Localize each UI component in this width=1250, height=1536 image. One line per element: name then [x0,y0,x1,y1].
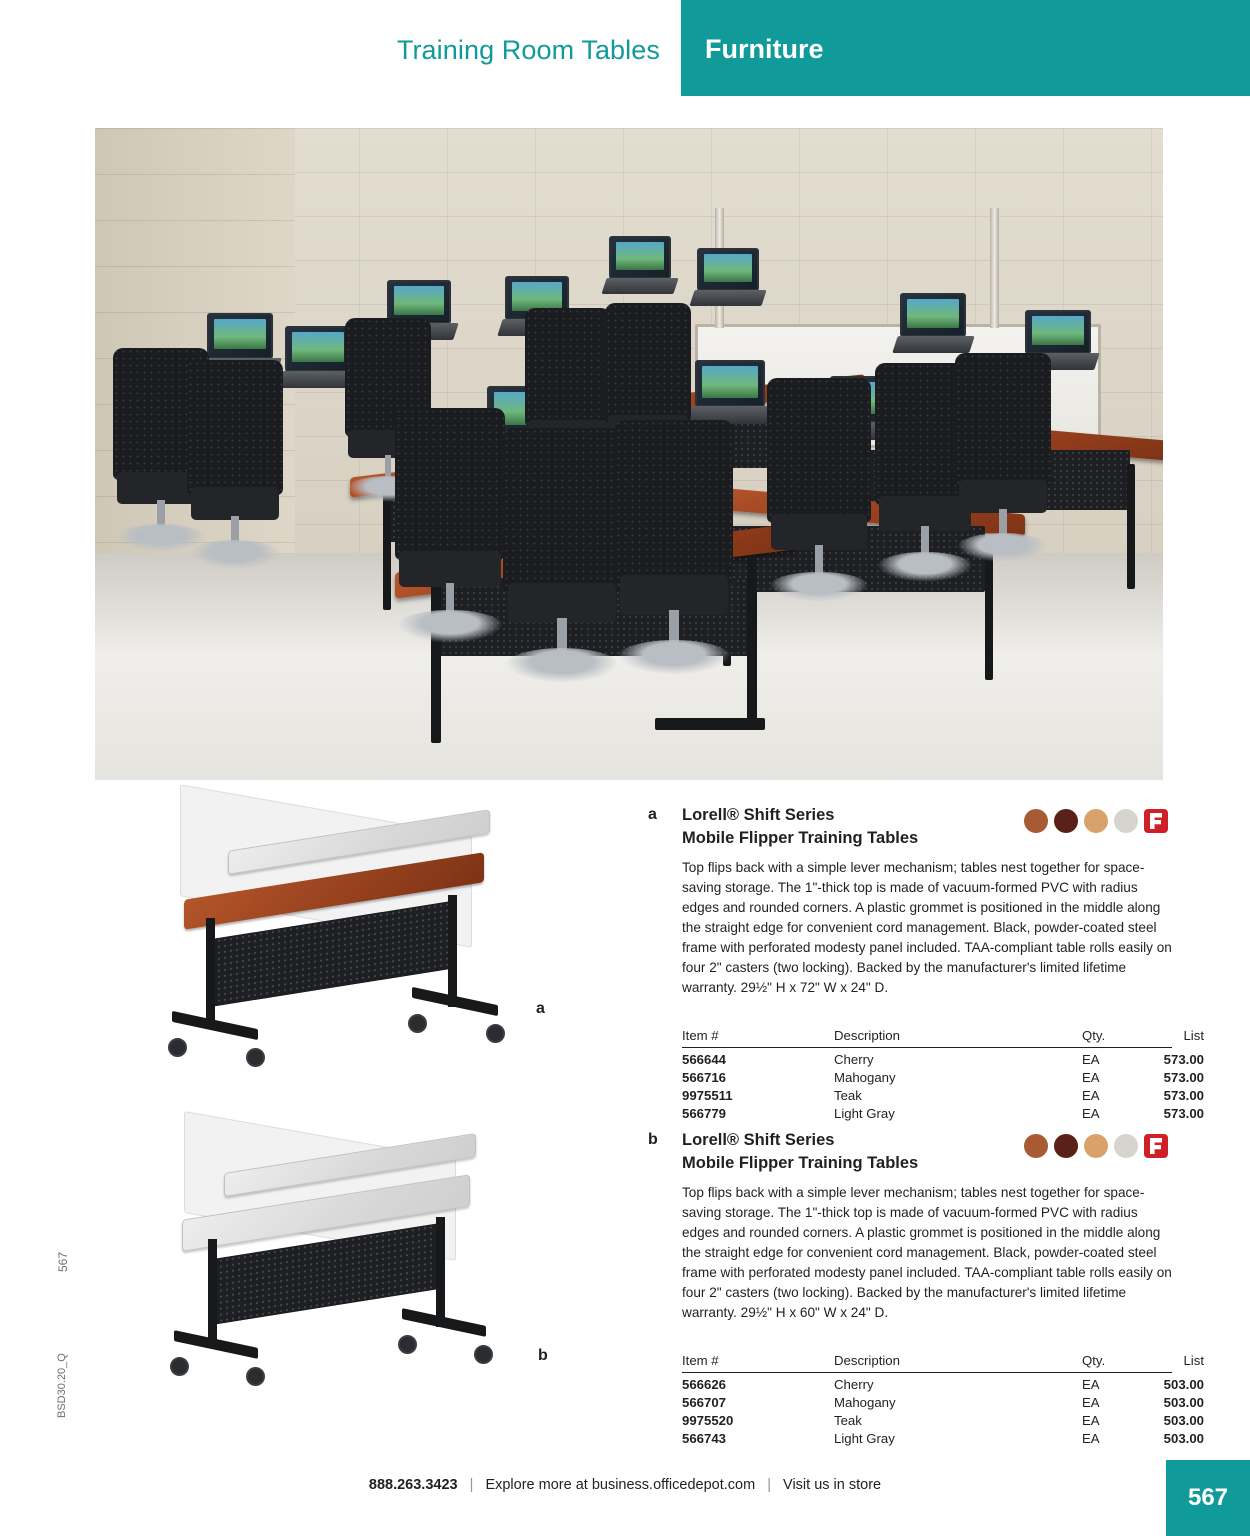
header-section-title: Training Room Tables [396,35,660,65]
photo-laptop [697,248,759,306]
photo-chair [395,408,505,638]
rail-catalog-code: BSD30.20_Q [56,1353,68,1418]
footer-divider: | [767,1477,771,1493]
product-description-a: Top flips back with a simple lever mechanism; tables nest together for space-saving storage. The 1"-thick top is made of vacuum-formed PVC with radius edges and rounded corners. A plastic grommet is positioned in the middle along the straight edge for convenient cord management. Black, powder-coated steel frame with perforated modesty panel included. TAA-compliant table rolls easily on four 2" casters (two locking). Backed by the manufacturer's limited lifetime warranty. 29½" H x 72" W x 24" D. [682,860,1172,995]
product-title-line1: Lorell® Shift Series [682,806,835,824]
illustration-caster [246,1048,265,1067]
product-title-a [682,804,1012,851]
cell-description: Teak [834,1088,862,1103]
cell-qty: EA [1082,1377,1100,1392]
photo-laptop [609,236,671,294]
product-illustration-a [150,800,590,1100]
product-illustration-b [160,1125,600,1415]
footer-phone[interactable]: 888.263.3423 [368,1477,458,1493]
swatch-teak[interactable] [1084,1134,1108,1158]
swatch-cherry[interactable] [1024,1134,1048,1158]
cell-qty: EA [1082,1395,1100,1410]
illustration-leg-post [208,1239,217,1347]
swatch-teak[interactable] [1084,809,1108,833]
cell-description: Cherry [834,1377,874,1392]
cell-list: 573.00 [1163,1052,1204,1067]
footer-divider: | [469,1477,474,1493]
cell-list: 503.00 [1163,1413,1204,1428]
product-title-b [682,1129,1012,1176]
product-title-line2: Mobile Flipper Training Tables [682,1154,919,1173]
page-footer [0,1477,1250,1493]
photo-table-foot [655,718,765,730]
column-header-qty: Qty. [1082,1028,1106,1043]
cell-list: 503.00 [1163,1431,1204,1446]
hero-photo-training-room [95,128,1163,780]
illustration-caster [408,1014,427,1033]
cell-description: Mahogany [834,1395,896,1410]
photo-chair [767,378,871,598]
cell-list: 573.00 [1163,1088,1204,1103]
page-header [0,0,1250,96]
column-header-item: Item # [682,1028,719,1043]
product-swatches-b [1024,1134,1168,1158]
cell-description: Light Gray [834,1431,895,1446]
photo-table-leg [1127,464,1135,589]
column-header-list: List [1183,1353,1204,1368]
cell-description: Mahogany [834,1070,896,1085]
illustration-caster [168,1038,187,1057]
column-header-item: Item # [682,1353,719,1368]
cell-qty: EA [1082,1070,1100,1085]
product-letter-b: b [648,1131,658,1148]
cell-list: 503.00 [1163,1395,1204,1410]
photo-chair [955,353,1051,558]
illustration-caster [474,1345,493,1364]
cell-qty: EA [1082,1106,1100,1121]
photo-pipe [990,208,999,328]
cell-list: 503.00 [1163,1377,1204,1392]
illustration-leg-post [206,918,215,1028]
swatch-mahogany[interactable] [1054,809,1078,833]
cell-description: Cherry [834,1052,874,1067]
photo-chair [615,420,733,670]
footer-store-text: Visit us in store [783,1477,882,1493]
illustration-caster [246,1367,265,1386]
photo-laptop [900,293,966,353]
cell-qty: EA [1082,1413,1100,1428]
rail-page-number: 567 [56,1251,70,1272]
cell-item: 566707 [682,1395,727,1410]
cell-item: 9975511 [682,1088,733,1103]
photo-chair [187,360,283,565]
cell-description: Teak [834,1413,862,1428]
footer-page-number: 567 [1166,1460,1250,1536]
swatch-light-gray[interactable] [1114,809,1138,833]
illustration-label-a: a [536,1000,545,1017]
spec-table-rule-b [682,1372,1172,1373]
column-header-description: Description [834,1353,900,1368]
swatch-light-gray[interactable] [1114,1134,1138,1158]
header-category-title: Furniture [705,34,824,64]
photo-laptop [695,360,765,424]
swatch-mahogany[interactable] [1054,1134,1078,1158]
photo-laptop [285,326,351,388]
product-swatches-a [1024,809,1168,833]
product-letter-a: a [648,806,657,823]
taa-compliant-icon [1144,1134,1168,1158]
illustration-caster [398,1335,417,1354]
illustration-caster [486,1024,505,1043]
cell-item: 566779 [682,1106,727,1121]
photo-table-leg [747,558,757,723]
swatch-cherry[interactable] [1024,809,1048,833]
spec-table-rule-a [682,1047,1172,1048]
product-title-line1: Lorell® Shift Series [682,1131,835,1149]
illustration-leg-post [436,1217,445,1327]
illustration-label-b: b [538,1347,548,1364]
illustration-foot [172,1011,258,1040]
cell-item: 566743 [682,1431,727,1446]
cell-item: 566626 [682,1377,727,1392]
cell-item: 566716 [682,1070,727,1085]
product-title-line2: Mobile Flipper Training Tables [682,829,919,848]
footer-explore-link[interactable]: Explore more at business.officedepot.com [485,1477,756,1493]
cell-qty: EA [1082,1431,1100,1446]
cell-qty: EA [1082,1088,1100,1103]
column-header-list: List [1183,1028,1204,1043]
cell-list: 573.00 [1163,1070,1204,1085]
cell-item: 566644 [682,1052,727,1067]
cell-qty: EA [1082,1052,1100,1067]
column-header-description: Description [834,1028,900,1043]
cell-list: 573.00 [1163,1106,1204,1121]
cell-description: Light Gray [834,1106,895,1121]
illustration-caster [170,1357,189,1376]
column-header-qty: Qty. [1082,1353,1106,1368]
product-description-b: Top flips back with a simple lever mechanism; tables nest together for space-saving storage. The 1"-thick top is made of vacuum-formed PVC with radius edges and rounded corners. A plastic grommet is positioned in the middle along the straight edge for convenient cord management. Black, powder-coated steel frame with perforated modesty panel included. TAA-compliant table rolls easily on four 2" casters (two locking). Backed by the manufacturer's limited lifetime warranty. 29½" H x 60" W x 24" D. [682,1185,1172,1320]
taa-compliant-icon [1144,809,1168,833]
cell-item: 9975520 [682,1413,734,1428]
illustration-leg-post [448,895,457,1007]
photo-chair [503,428,621,678]
